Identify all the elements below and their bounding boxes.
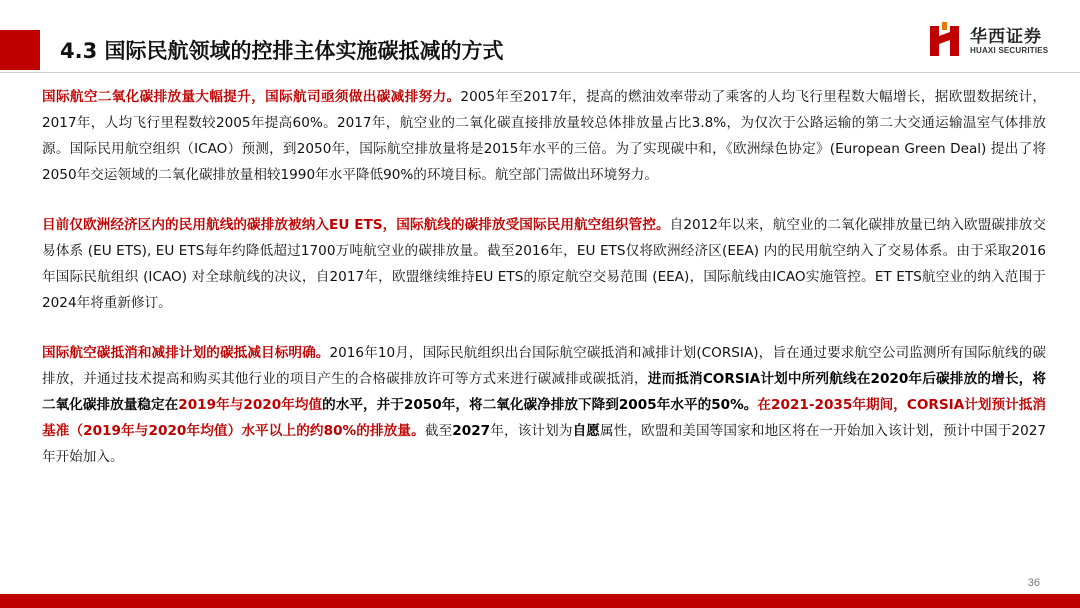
- page-number: 36: [1027, 577, 1040, 589]
- title-divider: [0, 72, 1080, 73]
- paragraph-3-emphasis-3: 2027: [452, 423, 491, 439]
- brand-name-en: HUAXI SECURITIES: [970, 46, 1049, 55]
- paragraph-3-highlight-2: 在2021-2035年期间，CORSIA计划预计抵消基准（2019年与2020年均值）水平以上的约80%的排放量。: [42, 397, 1046, 439]
- paragraph-2-lead: 目前仅欧洲经济区内的民用航线的碳排放被纳入EU ETS，国际航线的碳排放受国际民用航空组织管控。: [42, 217, 670, 233]
- paragraph-3-text-3: 属性，欧盟和美国等国家和地区将在一开始加入该计划，预计中国于2027年开始加入。: [42, 423, 1047, 465]
- content-body: [42, 84, 1046, 470]
- brand-name-cn: 华西证券: [970, 27, 1042, 47]
- paragraph-3-lead: 国际航空碳抵消和减排计划的碳抵减目标明确。: [42, 345, 330, 361]
- paragraph-3-body: 2016年10月，国际民航组织出台国际航空碳抵消和减排计划(CORSIA)，旨在通过要求航空公司监测所有国际航线的碳排放，并通过技术提高和购买其他行业的项目产生的合格碳排放许可等方式来进行碳减排或碳抵消，: [42, 345, 1046, 387]
- paragraph-3-emphasis-1: 进而抵消CORSIA计划中所列航线在2020年后碳排放的增长，将二氧化碳排放量稳定在: [42, 371, 1046, 413]
- paragraph-3-text-2: 年，该计划为: [490, 423, 573, 439]
- page-title: 4.3 国际民航领域的控排主体实施碳抵减的方式: [60, 39, 504, 63]
- paragraph-3-emphasis-2: 的水平，并于2050年，将二氧化碳净排放下降到2005年水平的50%。: [322, 397, 758, 413]
- paragraph-3: [42, 340, 1046, 470]
- brand-logo: [928, 22, 1068, 62]
- title-accent-bar: [0, 30, 40, 70]
- footer-accent-bar: [0, 594, 1080, 608]
- paragraph-3-emphasis-4: 自愿: [572, 423, 600, 439]
- paragraph-2: [42, 212, 1046, 316]
- paragraph-3-highlight-1: 2019年与2020年均值: [178, 397, 323, 413]
- paragraph-1-lead: 国际航空二氧化碳排放量大幅提升，国际航司亟须做出碳减排努力。: [42, 89, 461, 105]
- paragraph-1-body: 2005年至2017年，提高的燃油效率带动了乘客的人均飞行里程数大幅增长，据欧盟数据统计，2017年，人均飞行里程数较2005年提高60%。2017年，航空业的二氧化碳直接排放量较总体排放量占比3.8%，为仅次于公路运输的第二大交通运输温室气体排放源。国际民用航空组织（ICAO）预测，到2050年，国际航空排放量将是2015年水平的三倍。为了实现碳中和，《欧洲绿色协定》(European Green Deal) 提出了将2050年交运领域的二氧化碳排放量相较1990年水平降低90%的环境目标。航空部门需做出环境努力。: [42, 89, 1047, 183]
- paragraph-3-text-1: 截至: [424, 423, 453, 439]
- huaxi-logo-icon: [928, 22, 964, 58]
- paragraph-1: [42, 84, 1046, 188]
- paragraph-2-body: 自2012年以来，航空业的二氧化碳排放量已纳入欧盟碳排放交易体系 (EU ETS), EU ETS每年约降低超过1700万吨航空业的碳排放量。截至2016年，EU ETS仅将欧洲经济区(EEA) 内的民用航空纳入了交易体系。由于采取2016年国际民航组织 (ICAO) 对全球航线的决议，自2017年，欧盟继续维持EU ETS的原定航空交易范围 (EEA)，国际航线由ICAO实施管控。ET ETS航空业的纳入范围于2024年将重新修订。: [42, 217, 1047, 311]
